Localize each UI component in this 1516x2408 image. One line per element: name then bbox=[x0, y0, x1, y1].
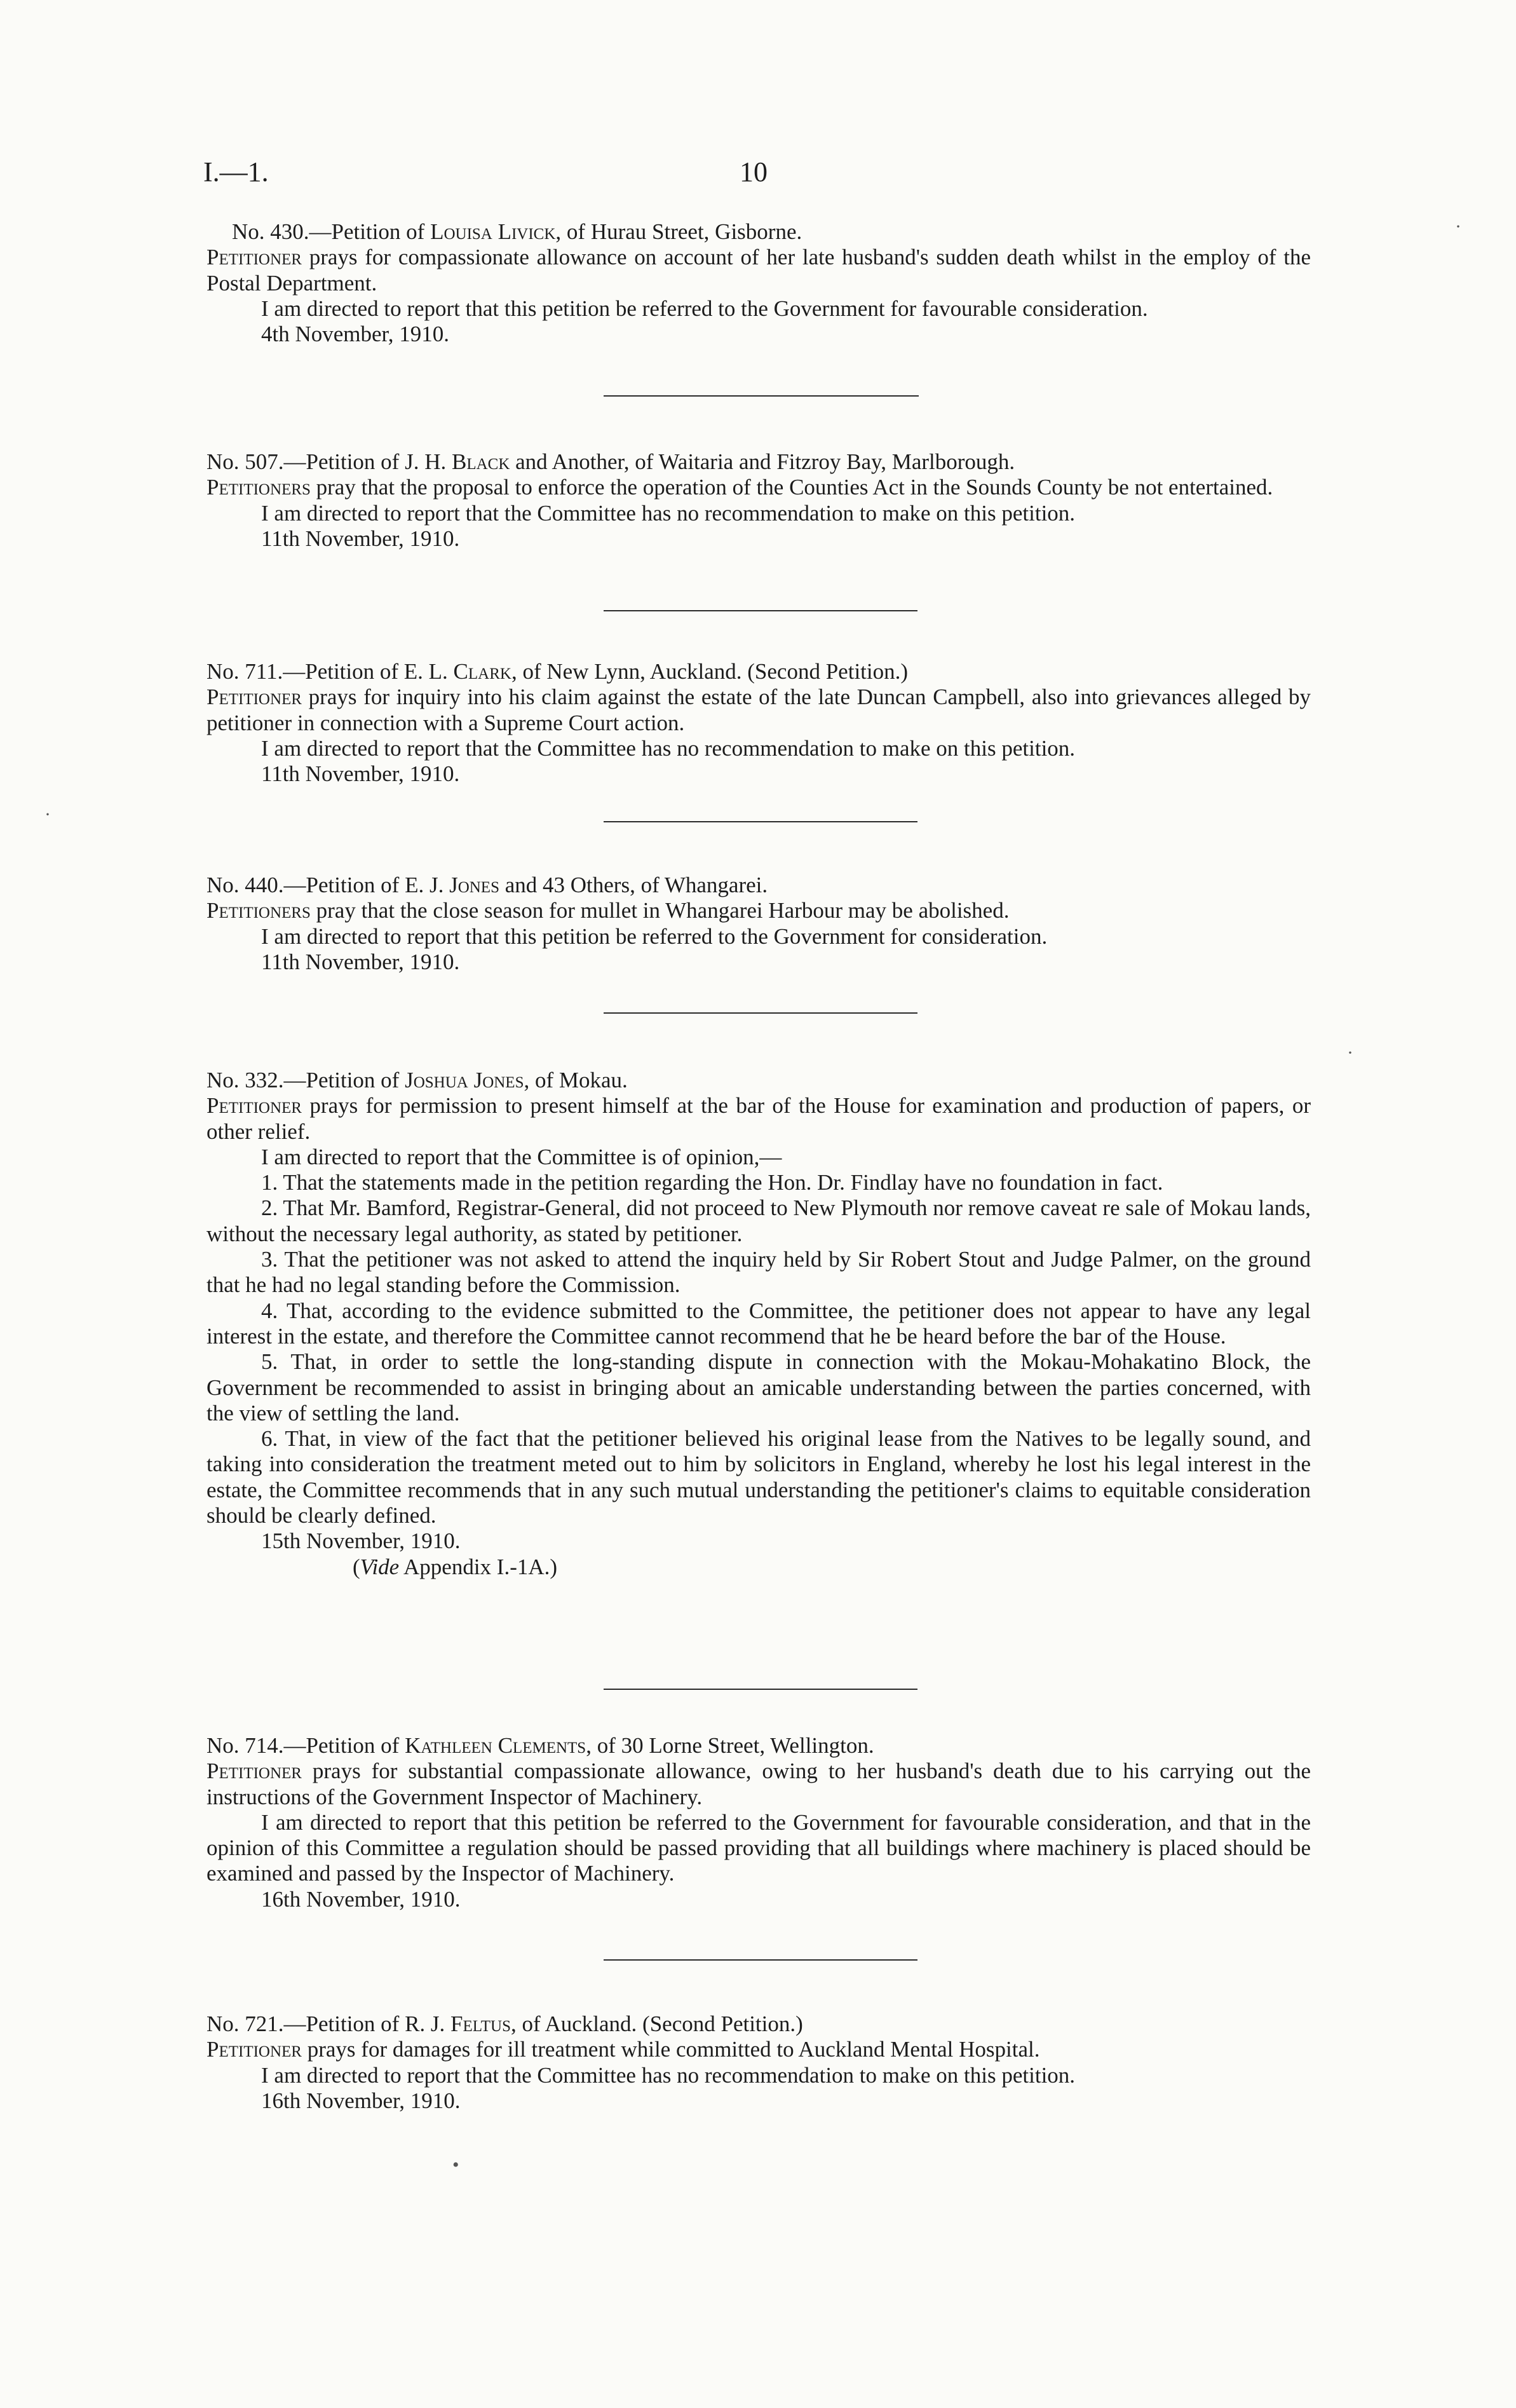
committee-report: I am directed to report that the Committee has no recommendation to make on this petition. bbox=[261, 500, 1076, 526]
report-date: 16th November, 1910. bbox=[261, 1886, 461, 1912]
petition-prayer: Petitioner prays for substantial compassionate allowance, owing to her husband's death due to his carrying out the instructions of the Government Inspector of Machinery. bbox=[206, 1758, 1311, 1809]
report-date: 15th November, 1910. bbox=[261, 1528, 461, 1554]
appendix-reference: (Vide Appendix I.-1A.) bbox=[353, 1554, 558, 1579]
petition-entry bbox=[206, 873, 1311, 975]
committee-report: I am directed to report that the Committee is of opinion,— bbox=[261, 1144, 782, 1169]
petition-prayer: Petitioner prays for inquiry into his claim against the estate of the late Duncan Campbell, also into grievances alleged by petitioner in connection with a Supreme Court action. bbox=[206, 684, 1311, 735]
petition-prayer: Petitioners pray that the proposal to enforce the operation of the Counties Act in the Sounds County be not entertained. bbox=[206, 475, 1273, 500]
petition-title: No. 440.—Petition of E. J. Jones and 43 Others, of Whangarei. bbox=[206, 873, 768, 897]
committee-report: I am directed to report that this petition be referred to the Government for consideration. bbox=[261, 923, 1048, 949]
report-date: 4th November, 1910. bbox=[261, 322, 450, 347]
page-number: 10 bbox=[740, 156, 768, 187]
petition-prayer: Petitioner prays for compassionate allowance on account of her late husband's sudden death whilst in the employ of the Postal Department. bbox=[206, 245, 1311, 296]
petition-title: No. 711.—Petition of E. L. Clark, of New Lynn, Auckland. (Second Petition.) bbox=[206, 659, 909, 684]
section-divider bbox=[604, 610, 917, 611]
petition-entry bbox=[206, 219, 1311, 347]
finding-item: 1. That the statements made in the petition regarding the Hon. Dr. Findlay have no foundation in fact. bbox=[261, 1170, 1163, 1195]
finding-item: 6. That, in view of the fact that the petitioner believed his original lease from the Natives to be legally sound, and taking into consideration the treatment meted out to him by solicitors in England, whereby he lost his legal interest in the estate, the Committee recommends that in any such mutual understanding the petitioner's claims to equitable consideration should be clearly defined. bbox=[206, 1426, 1311, 1528]
petition-entry bbox=[206, 2011, 1311, 2114]
committee-report: I am directed to report that this petition be referred to the Government for favourable consideration, and that in the opinion of this Committee a regulation should be passed providing that all buildings where machinery is placed should be examined and passed by the Inspector of Machinery. bbox=[206, 1809, 1311, 1886]
petition-entry bbox=[206, 1733, 1311, 1912]
petition-entry bbox=[206, 659, 1311, 787]
report-date: 11th November, 1910. bbox=[261, 949, 460, 974]
scan-speck: • bbox=[452, 2154, 459, 2175]
finding-item: 5. That, in order to settle the long-standing dispute in connection with the Mokau-Mohakatino Block, the Government be recommended to assist in bringing about an amicable understanding between the parties concerned, with the view of settling the land. bbox=[206, 1349, 1311, 1425]
petition-title: No. 507.—Petition of J. H. Black and Another, of Waitaria and Fitzroy Bay, Marlborough. bbox=[206, 449, 1015, 474]
committee-report: I am directed to report that the Committee has no recommendation to make on this petition. bbox=[261, 2062, 1076, 2088]
petition-title: No. 332.—Petition of Joshua Jones, of Mokau. bbox=[206, 1068, 628, 1092]
finding-item: 4. That, according to the evidence submitted to the Committee, the petitioner does not appear to have any legal interest in the estate, and therefore the Committee cannot recommend that he be heard before the bar of the House. bbox=[206, 1298, 1311, 1349]
committee-report: I am directed to report that the Committee has no recommendation to make on this petition. bbox=[261, 735, 1076, 761]
section-divider bbox=[604, 1689, 917, 1690]
petition-title: No. 721.—Petition of R. J. Feltus, of Auckland. (Second Petition.) bbox=[206, 2011, 803, 2036]
section-reference: I.—1. bbox=[203, 156, 269, 187]
petition-title: No. 430.—Petition of Louisa Livick, of Hurau Street, Gisborne. bbox=[232, 219, 802, 244]
petition-prayer: Petitioner prays for permission to present himself at the bar of the House for examination and production of papers, or other relief. bbox=[206, 1093, 1311, 1144]
petition-title: No. 714.—Petition of Kathleen Clements, of 30 Lorne Street, Wellington. bbox=[206, 1733, 874, 1758]
report-date: 11th November, 1910. bbox=[261, 761, 460, 787]
petition-prayer: Petitioners pray that the close season for mullet in Whangarei Harbour may be abolished. bbox=[206, 898, 1010, 923]
scan-speck: · bbox=[1347, 1042, 1353, 1063]
section-divider bbox=[604, 395, 919, 397]
scan-speck: · bbox=[44, 804, 51, 825]
petition-entry bbox=[206, 1068, 1311, 1580]
petition-prayer: Petitioner prays for damages for ill treatment while committed to Auckland Mental Hospital. bbox=[206, 2037, 1040, 2062]
committee-report: I am directed to report that this petition be referred to the Government for favourable consideration. bbox=[261, 296, 1148, 321]
petition-entry bbox=[206, 449, 1311, 552]
scan-speck: · bbox=[1455, 216, 1461, 237]
report-date: 11th November, 1910. bbox=[261, 526, 460, 551]
section-divider bbox=[604, 1959, 917, 1961]
finding-item: 3. That the petitioner was not asked to attend the inquiry held by Sir Robert Stout and Judge Palmer, on the ground that he had no legal standing before the Commission. bbox=[206, 1247, 1311, 1298]
section-divider bbox=[604, 1012, 917, 1014]
report-date: 16th November, 1910. bbox=[261, 2088, 461, 2113]
finding-item: 2. That Mr. Bamford, Registrar-General, did not proceed to New Plymouth nor remove caveat re sale of Mokau lands, without the necessary legal authority, as stated by petitioner. bbox=[206, 1195, 1311, 1246]
section-divider bbox=[604, 821, 917, 822]
